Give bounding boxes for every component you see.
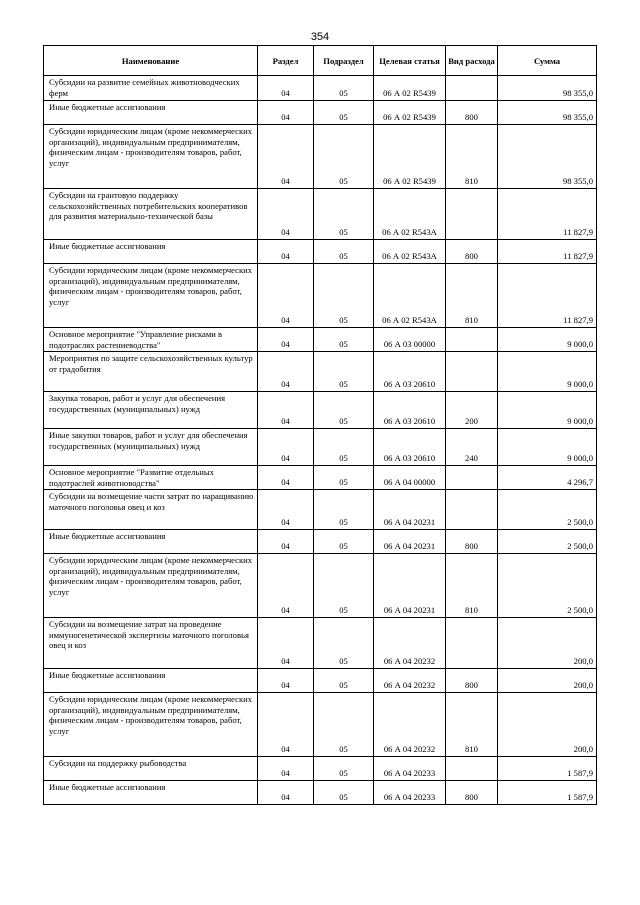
row-expense-type-cell: 800: [446, 101, 498, 125]
row-expense-type-cell: 800: [446, 530, 498, 554]
row-amount-cell: 2 500,0: [498, 530, 597, 554]
row-name-cell: Субсидии юридическим лицам (кроме некоммерческих организаций), индивидуальным предпринимателям, физическим лицам - производителям товаров, работ, услуг: [44, 264, 258, 328]
row-amount-cell: 9 000,0: [498, 392, 597, 429]
row-section-cell: 04: [258, 429, 314, 466]
row-article-cell: 06 А 02 R543А: [374, 189, 446, 240]
row-section-cell: 04: [258, 240, 314, 264]
row-name-cell: Иные бюджетные ассигнования: [44, 101, 258, 125]
row-expense-type-cell: 800: [446, 781, 498, 805]
row-expense-type-cell: 810: [446, 264, 498, 328]
header-amount: Сумма: [498, 46, 597, 76]
row-amount-cell: 11 827,9: [498, 240, 597, 264]
row-amount-cell: 200,0: [498, 669, 597, 693]
row-subsection-cell: 05: [314, 392, 374, 429]
row-section-cell: 04: [258, 125, 314, 189]
row-expense-type-cell: [446, 76, 498, 101]
row-article-cell: 06 А 03 20610: [374, 352, 446, 392]
row-article-cell: 06 А 04 20231: [374, 530, 446, 554]
row-subsection-cell: 05: [314, 669, 374, 693]
row-subsection-cell: 05: [314, 466, 374, 490]
row-expense-type-cell: [446, 757, 498, 781]
row-section-cell: 04: [258, 189, 314, 240]
row-section-cell: 04: [258, 618, 314, 669]
row-amount-cell: 1 587,9: [498, 781, 597, 805]
row-name-cell: Иные бюджетные ассигнования: [44, 781, 258, 805]
table-row: [44, 554, 597, 618]
row-article-cell: 06 А 04 20231: [374, 554, 446, 618]
table-row: [44, 693, 597, 757]
row-subsection-cell: 05: [314, 693, 374, 757]
table-row: [44, 781, 597, 805]
row-section-cell: 04: [258, 76, 314, 101]
table-row: [44, 490, 597, 530]
row-name-cell: Мероприятия по защите сельскохозяйственных культур от градобития: [44, 352, 258, 392]
row-name-cell: Закупка товаров, работ и услуг для обеспечения государственных (муниципальных) нужд: [44, 392, 258, 429]
row-section-cell: 04: [258, 530, 314, 554]
table-row: [44, 530, 597, 554]
row-name-cell: Иные бюджетные ассигнования: [44, 240, 258, 264]
row-amount-cell: 11 827,9: [498, 264, 597, 328]
row-name-cell: Субсидии на возмещение затрат на проведение иммуногенетической экспертизы маточного поголовья овец и коз: [44, 618, 258, 669]
row-amount-cell: 9 000,0: [498, 352, 597, 392]
row-expense-type-cell: [446, 328, 498, 352]
table-header-row: [44, 46, 597, 76]
row-subsection-cell: 05: [314, 781, 374, 805]
row-expense-type-cell: [446, 189, 498, 240]
row-article-cell: 06 А 02 R5439: [374, 101, 446, 125]
row-amount-cell: 2 500,0: [498, 490, 597, 530]
row-name-cell: Основное мероприятие "Управление рисками в подотраслях растениеводства": [44, 328, 258, 352]
row-expense-type-cell: 240: [446, 429, 498, 466]
row-amount-cell: 9 000,0: [498, 328, 597, 352]
header-expense-type: Вид расхода: [446, 46, 498, 76]
row-name-cell: Субсидии на развитие семейных животноводческих ферм: [44, 76, 258, 101]
row-article-cell: 06 А 03 00000: [374, 328, 446, 352]
row-article-cell: 06 А 04 20231: [374, 490, 446, 530]
row-section-cell: 04: [258, 466, 314, 490]
row-article-cell: 06 А 04 20232: [374, 669, 446, 693]
row-name-cell: Субсидии юридическим лицам (кроме некоммерческих организаций), индивидуальным предпринимателям, физическим лицам - производителям товаров, работ, услуг: [44, 125, 258, 189]
row-subsection-cell: 05: [314, 757, 374, 781]
table-row: [44, 757, 597, 781]
row-section-cell: 04: [258, 490, 314, 530]
row-expense-type-cell: [446, 466, 498, 490]
row-article-cell: 06 А 03 20610: [374, 429, 446, 466]
row-amount-cell: 200,0: [498, 618, 597, 669]
row-amount-cell: 2 500,0: [498, 554, 597, 618]
row-article-cell: 06 А 02 R5439: [374, 125, 446, 189]
row-section-cell: 04: [258, 554, 314, 618]
row-section-cell: 04: [258, 352, 314, 392]
row-subsection-cell: 05: [314, 490, 374, 530]
row-expense-type-cell: [446, 618, 498, 669]
row-section-cell: 04: [258, 328, 314, 352]
header-subsection: Подраздел: [314, 46, 374, 76]
table-body: [44, 76, 597, 805]
table-row: [44, 328, 597, 352]
table-row: [44, 669, 597, 693]
row-article-cell: 06 А 04 00000: [374, 466, 446, 490]
row-subsection-cell: 05: [314, 429, 374, 466]
page-number: 354: [310, 31, 330, 43]
row-amount-cell: 11 827,9: [498, 189, 597, 240]
row-section-cell: 04: [258, 757, 314, 781]
header-name: Наименование: [44, 46, 258, 76]
row-subsection-cell: 05: [314, 189, 374, 240]
row-subsection-cell: 05: [314, 530, 374, 554]
table-row: [44, 352, 597, 392]
header-section: Раздел: [258, 46, 314, 76]
row-section-cell: 04: [258, 101, 314, 125]
row-expense-type-cell: [446, 490, 498, 530]
row-subsection-cell: 05: [314, 618, 374, 669]
row-article-cell: 06 А 03 20610: [374, 392, 446, 429]
row-section-cell: 04: [258, 781, 314, 805]
table-row: [44, 240, 597, 264]
row-subsection-cell: 05: [314, 125, 374, 189]
row-section-cell: 04: [258, 264, 314, 328]
row-expense-type-cell: 200: [446, 392, 498, 429]
row-expense-type-cell: 810: [446, 693, 498, 757]
row-expense-type-cell: 800: [446, 240, 498, 264]
table-row: [44, 429, 597, 466]
row-article-cell: 06 А 02 R543А: [374, 240, 446, 264]
row-subsection-cell: 05: [314, 328, 374, 352]
row-expense-type-cell: 800: [446, 669, 498, 693]
row-article-cell: 06 А 04 20232: [374, 618, 446, 669]
table-row: [44, 618, 597, 669]
row-name-cell: Субсидии на возмещение части затрат по наращиванию маточного поголовья овец и коз: [44, 490, 258, 530]
row-name-cell: Иные бюджетные ассигнования: [44, 530, 258, 554]
row-subsection-cell: 05: [314, 264, 374, 328]
table-row: [44, 101, 597, 125]
table-row: [44, 76, 597, 101]
row-name-cell: Субсидии на поддержку рыбоводства: [44, 757, 258, 781]
row-amount-cell: 98 355,0: [498, 101, 597, 125]
row-amount-cell: 200,0: [498, 693, 597, 757]
row-subsection-cell: 05: [314, 352, 374, 392]
row-name-cell: Субсидии на грантовую поддержку сельскохозяйственных потребительских кооперативов для развития материально-технической базы: [44, 189, 258, 240]
row-name-cell: Основное мероприятие "Развитие отдельных подотраслей животноводства": [44, 466, 258, 490]
row-article-cell: 06 А 04 20233: [374, 757, 446, 781]
row-article-cell: 06 А 04 20233: [374, 781, 446, 805]
row-subsection-cell: 05: [314, 554, 374, 618]
row-amount-cell: 9 000,0: [498, 429, 597, 466]
row-section-cell: 04: [258, 392, 314, 429]
row-expense-type-cell: [446, 352, 498, 392]
row-amount-cell: 4 296,7: [498, 466, 597, 490]
row-expense-type-cell: 810: [446, 125, 498, 189]
row-name-cell: Субсидии юридическим лицам (кроме некоммерческих организаций), индивидуальным предпринимателям, физическим лицам - производителям товаров, работ, услуг: [44, 554, 258, 618]
row-article-cell: 06 А 02 R543А: [374, 264, 446, 328]
header-target-article: Целевая статья: [374, 46, 446, 76]
table-row: [44, 189, 597, 240]
row-article-cell: 06 А 04 20232: [374, 693, 446, 757]
row-subsection-cell: 05: [314, 101, 374, 125]
table-row: [44, 264, 597, 328]
row-subsection-cell: 05: [314, 240, 374, 264]
row-section-cell: 04: [258, 669, 314, 693]
row-expense-type-cell: 810: [446, 554, 498, 618]
row-amount-cell: 1 587,9: [498, 757, 597, 781]
row-amount-cell: 98 355,0: [498, 125, 597, 189]
table-row: [44, 392, 597, 429]
table-row: [44, 466, 597, 490]
row-article-cell: 06 А 02 R5439: [374, 76, 446, 101]
table-row: [44, 125, 597, 189]
row-section-cell: 04: [258, 693, 314, 757]
row-subsection-cell: 05: [314, 76, 374, 101]
budget-table: [43, 45, 597, 805]
row-name-cell: Иные закупки товаров, работ и услуг для обеспечения государственных (муниципальных) нужд: [44, 429, 258, 466]
row-amount-cell: 98 355,0: [498, 76, 597, 101]
row-name-cell: Субсидии юридическим лицам (кроме некоммерческих организаций), индивидуальным предпринимателям, физическим лицам - производителям товаров, работ, услуг: [44, 693, 258, 757]
row-name-cell: Иные бюджетные ассигнования: [44, 669, 258, 693]
